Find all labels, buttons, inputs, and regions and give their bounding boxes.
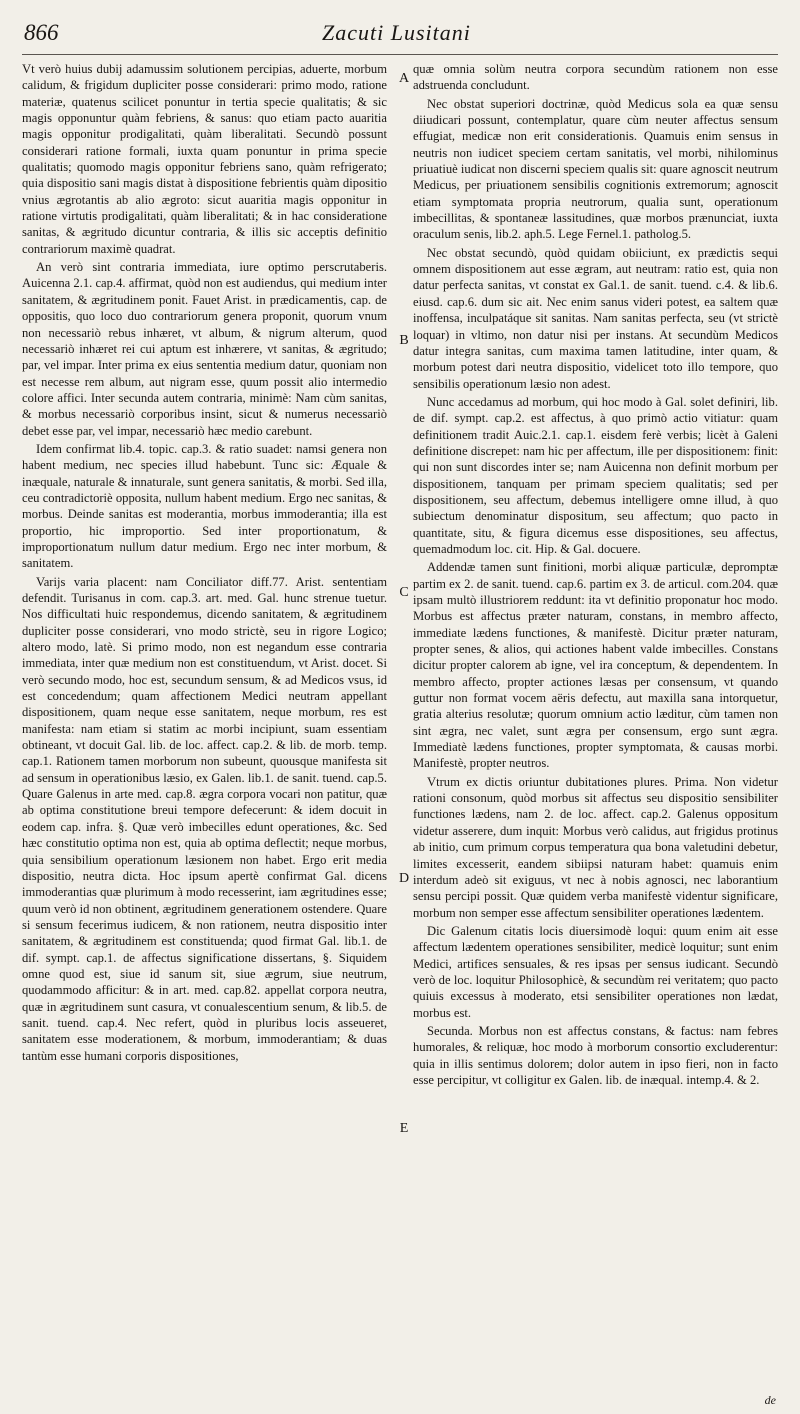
paragraph: Vtrum ex dictis oriuntur dubitationes plures. Prima. Non videtur rationi consonum, quòd morbus sit affectus seu dispositio sensibiliter functiones lædens, nam 2. de loc. affect. cap.2. Galenus oppositum videtur asserere, dum inquit: Morbus verò calidus, aut frigidus protinus ab initio, cum primum corpus temperatura qua bona valetudini debetur, limites excesserit, eandem sibiipsi naturam habet: quamuis enim interdum adeò sit exiguus, vt nec à nobis agnosci, nec laborantium sensu percipi possit. Quæ quidem verba manifestè videntur significare, morbum non semper esse affectum sensibiliter operationes lædentem. [413, 774, 778, 920]
running-title: Zacuti Lusitani [322, 20, 471, 45]
margin-letter-a: A [398, 71, 410, 86]
text-columns [22, 61, 778, 1136]
right-column [413, 61, 778, 1088]
paragraph: Secunda. Morbus non est affectus constans, & factus: nam febres humorales, & reliquæ, hoc modo à morborum consortio excluderentur: quia in illis sentimus dolorem; dolor autem in ipso fieri, non in facto esse percipitur, vt colligitur ex Galen. lib. de inæqual. intemp.4. & 2. [413, 1023, 778, 1087]
paragraph: Vt verò huius dubij adamussim solutionem percipias, aduerte, morbum calidum, & frigidum dupliciter posse considerari: primo modo, ratione materiæ, quatenus scilicet ponuntur in tertia specie qualitatis; & sic magis opponuntur quàm febriens, & sanus: quo etiam pacto auaritia magis opponitur prodigalitati, quàm liberalitati. Secundò possunt considerari ratione formali, iuxta quam ponuntur in prima specie qualitatis; quomodo magis opponitur febriens sano, quàm refrigerato; quia dispositio sani magis distat à dispositione febrientis quàm dipositio vnius ægrotantis ab alio ægroto: sicut auaritia magis opponitur in ratione virtutis prodigalitati, quàm liberalitati; & in hac consideratione sanitas, & ægritudo dicuntur contraria, & illis sic acceptis definitio contrariorum maximè quadrat. [22, 62, 387, 256]
paragraph: Addendæ tamen sunt finitioni, morbi aliquæ particulæ, depromptæ partim ex 2. de sanit. tuend. cap.6. partim ex 3. de articul. com.204. quæ ipsam multò illustriorem reddunt: ita vt definitio proponatur hoc modo. Morbus est affectus præter naturam, constans, in membro affecto, immediate lædens functiones, & manifestè. Dicitur præter naturam, propter senes, & alios, qui actiones habent valde imbecilles. Constans dicitur propter calorem ab igne, vel ira conceptum, & dependentem. In membro affecto, propter actiones læsas per consensum, vt quando guttur non format vocem aëris defectu, aut maxilla sana intorquetur, gratia alterius resolutæ; quorum omnium actio læditur, cùm tamen non sint ægra, nec valet, sunt ægra per consensum, ergo sunt ægra. Immediatè lædens functiones, propter symptomata, & causas morbi. Manifestè, propter neutros. [413, 560, 778, 771]
paragraph: Dic Galenum citatis locis diuersimodè loqui: quum enim ait esse affectum lædentem operationes sensibiliter, medicè loquitur; sunt enim Medici, artifices sensuales, & res ipsas per sensus iudicant. Secundò verò de loc. loquitur Philosophicè, & secundùm rei veritatem; quo pacto quiuis excessus à moderato, etsi sensibiliter operationes non lædat, morbus est. [413, 923, 778, 1020]
margin-letter-b: B [399, 333, 409, 348]
margin-letter-d: D [398, 871, 410, 886]
page-number: 866 [24, 20, 59, 45]
paragraph: Idem confirmat lib.4. topic. cap.3. & ratio suadet: namsi genera non habent medium, nec species illud habebunt. Tunc sic: Æquale & inæquale, naturale & innaturale, sunt genera sanitatis, & morbi. Sed illa, ceu contradictoriè opposita, nullum habent medium. Ergo nec sanitas, & morbus. Deinde sanitas est moderantia, morbus immoderantia; illa est proportio, hic improportio. Sed inter proportionatum, & improportionatum nullum datur medium. Ergo nec inter morbum, & sanitatem. [22, 441, 387, 571]
margin-letter-c: C [399, 585, 409, 600]
paragraph: Nec obstat superiori doctrinæ, quòd Medicus sola ea quæ sensu diiudicari possunt, contemplatur, quare cùm neuter affectus sensum effugiat, medicæ non erit considerationis. Quamuis enim sensus in neutris non iudicet speciem certam sanitatis, vel morbi, nihilominus priuatiuè iudicat non discerni speciem qualis sit: quare agnoscit neutrum Medicus, per priuationem sensibilis cognitionis extremorum; agnoscit etiam symptomata propria neutrorum, qualia sunt, operationum imbecillitas, & spontaneæ lassitudines, quæ morbos prænunciat, iuxta oraculum senis, lib.2. aph.5. Lege Fernel.1. patholog.5. [413, 96, 778, 242]
left-column [22, 61, 387, 1088]
paragraph: An verò sint contraria immediata, iure optimo perscrutaberis. Auicenna 2.1. cap.4. affirmat, quòd non est audiendus, qui medium inter sanitatem, & ægritudinem ponit. Fauet Arist. in prædicamentis, cap. de oppositis, quo loco duo contrariorum genera proponit, quorum vnum non necessariò rebus inhæret, vt album, & nigrum alterum, quod necessariò inhæret rei cui aptum est inhærere, vt sanitas, & ægritudo; par, vel impar. Inter prima ex eius sententia medium datur, quoniam non est necesse rem album, aut nigram esse, quum possit alio intermedio colore affici. Inter secunda autem contraria, minimè: Nam cùm sanitas, & morbus necessariò corporibus insint, sicut & numerus necessariò debet esse par, vel impar, necessariò hæc medio carebunt. [22, 260, 387, 438]
catchword: de [764, 1393, 776, 1407]
page-header [22, 14, 778, 55]
paragraph: Varijs varia placent: nam Conciliator diff.77. Arist. sententiam defendit. Turisanus in com. cap.3. art. med. Gal. hunc strenue tuetur. Nos difficultati huic respondemus, dicendo sanitatem, & ægritudinem dupliciter posse considerari, vno modo strictè, seu in rigore Logico; altero modo, latè. Si primo modo, non est negandum esse contraria immediata, inter quæ medium non est constituendum, vt Arist. docet. Si verò secundo modo, hoc est, secundum sensum, & ad Medicos vsus, id est concedendum; quam affectionem Medici neutram appellant dispositionem, quam neque esse sanitatem, neque morbum, res est manifesta: nam etiam si statim ac morbi incipiunt, suam essentiam obtineant, vt docuit Gal. lib. de loc. affect. cap.2. & lib. de morb. temp. cap.1. Rationem tamen morborum non subeunt, quousque manifesta sit ad sensum in operationibus læsio, ex Galen. lib.1. de sanit. tuend. cap.5. Quare Galenus in arte med. cap.8. ægra corpora vocari non patitur, quæ ab optima constitutione breui tempore defecerunt: & idem docuit in eodem cap. infra. §. Quæ verò imbecilles edunt operationes, &c. Sed hæc constitutio optima non est, quia ab optima deflectit; neque morbus, quia sensibilium operationum læsionem non habet. Ergo erit media dispositio, neutra dicta. Hoc ipsum apertè confirmat Gal. dicens immoderantias quæ plurimum à modo recesserint, iam ægritudines esse; quum verò id non obtinent, ægritudinem generationem ostendere. Quare si sensum fecerimus iudicem, & non rationem, neutra dispositio inter sanitatem, & ægritudinem est constituenda; quod firmat Gal. lib.1. de dif. sympt. cap.1. de affectus significatione dissertans, §. Siquidem omne quod est, siue id sanum sit, siue ægrum, siue neutrum, quodammodo afficitur: & in art. med. cap.82. appellat corpora neutra, quæ in ægritudinem sunt casura, vt conualescentium senum, & lib.5. de sanit. tuend. cap.4. Nec refert, quòd in pluribus locis asseueret, sanitatem esse moderationem, & morbum, immoderantiam; & duas tantùm esse humani corporis dispositiones, [22, 574, 387, 1063]
paragraph: Nec obstat secundò, quòd quidam obiiciunt, ex prædictis sequi omnem dispositionem aut esse ægram, aut neutram: ratio est, quia non datur perfecta sanitas, vt constat ex Gal.1. de sanit. tuend. c.4. & lib.6. eiusd. cap.6. dum sic ait. Nec enim sanus videri potest, ea saltem quæ inoffensa, inculpatáque sit sanitas. Nam sanitas perfecta, seu (vt strictè loquar) in vltimo, non datur nisi per instans. At secundùm Medicos datur integra sanitas, cum maxima tamen latitudine, inter quam, & morbum potest dari neutra dispositio, videlicet toto illo tempore, quo sensibilis operationum læsio non adest. [413, 245, 778, 391]
margin-letter-e: E [399, 1121, 409, 1136]
paragraph: Nunc accedamus ad morbum, qui hoc modo à Gal. solet definiri, lib. de dif. sympt. cap.2. est affectus, à quo primò actio vitiatur: quam definitionem tradit Auic.2.1. cap.1. eisdem ferè verbis; licèt à Galeni definitione discrepet: nam hic per affectum, ille per dispositionem: finit: qui non sunt discordes inter se; nam Auicenna non definit morbum per dispositionem, tanquam per primam speciem qualitatis; sed per dispositionem, seu affectum, debemus intelligere omne illud, à quo subiectum denominatur dispositum, seu affectum; quo pacto in quantitate, situ, & figura dicemus esse dispositiones, seu affectus, quemadmodum loc. cit. Hip. & Gal. docuere. [413, 394, 778, 556]
paragraph: quæ omnia solùm neutra corpora secundùm rationem non esse adstruenda concludunt. [413, 62, 778, 93]
